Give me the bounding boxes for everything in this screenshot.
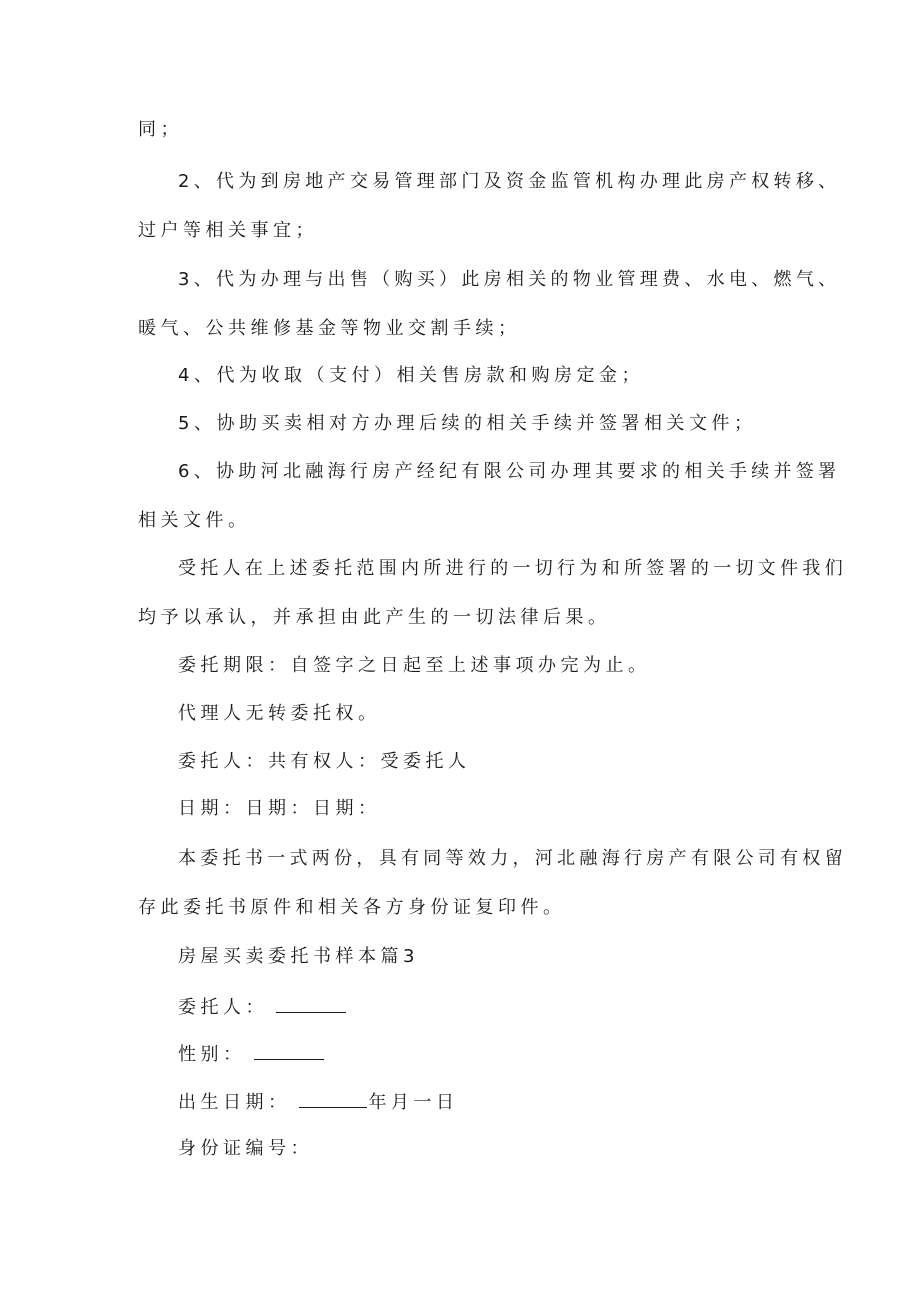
birth-field: [178, 1089, 459, 1115]
text-line: 存此委托书原件和相关各方身份证复印件。: [138, 897, 566, 918]
client-blank: [276, 994, 346, 1013]
birth-label: 出生日期：: [178, 1092, 291, 1113]
text-line: 相关文件。: [138, 510, 251, 531]
text-line: 6、协助河北融海行房产经纪有限公司办理其要求的相关手续并签署: [178, 461, 841, 482]
text-line: 日期：日期：日期：: [178, 798, 381, 819]
birth-blank: [299, 1089, 367, 1108]
text-line: 同；: [138, 119, 183, 140]
text-line: 3、代为办理与出售（购买）此房相关的物业管理费、水电、燃气、: [178, 269, 841, 290]
text-line: 过户等相关事宜；: [138, 220, 318, 241]
text-line: 代理人无转委托权。: [178, 703, 381, 724]
gender-field: [178, 1041, 324, 1067]
id-field: [178, 1137, 313, 1161]
birth-suffix: 年月一日: [368, 1092, 459, 1113]
client-field: [178, 994, 346, 1020]
client-label: 委托人：: [178, 997, 268, 1018]
text-line: 4、代为收取（支付）相关售房款和购房定金；: [178, 365, 644, 386]
text-line: 受托人在上述委托范围内所进行的一切行为和所签署的一切文件我们: [178, 558, 847, 579]
id-label: 身份证编号：: [178, 1138, 313, 1159]
gender-label: 性别：: [178, 1044, 246, 1065]
section-heading: 房屋买卖委托书样本篇3: [178, 946, 419, 967]
text-line: 本委托书一式两份，具有同等效力，河北融海行房产有限公司有权留: [178, 848, 847, 869]
text-line: 2、代为到房地产交易管理部门及资金监管机构办理此房产权转移、: [178, 171, 841, 192]
text-line: 委托人：共有权人：受委托人: [178, 751, 471, 772]
gender-blank: [254, 1041, 324, 1060]
text-line: 均予以承认，并承担由此产生的一切法律后果。: [138, 607, 611, 628]
text-line: 暖气、公共维修基金等物业交割手续；: [138, 318, 521, 339]
text-line: 委托期限：自签字之日起至上述事项办完为止。: [178, 655, 651, 676]
text-line: 5、协助买卖相对方办理后续的相关手续并签署相关文件；: [178, 413, 757, 434]
